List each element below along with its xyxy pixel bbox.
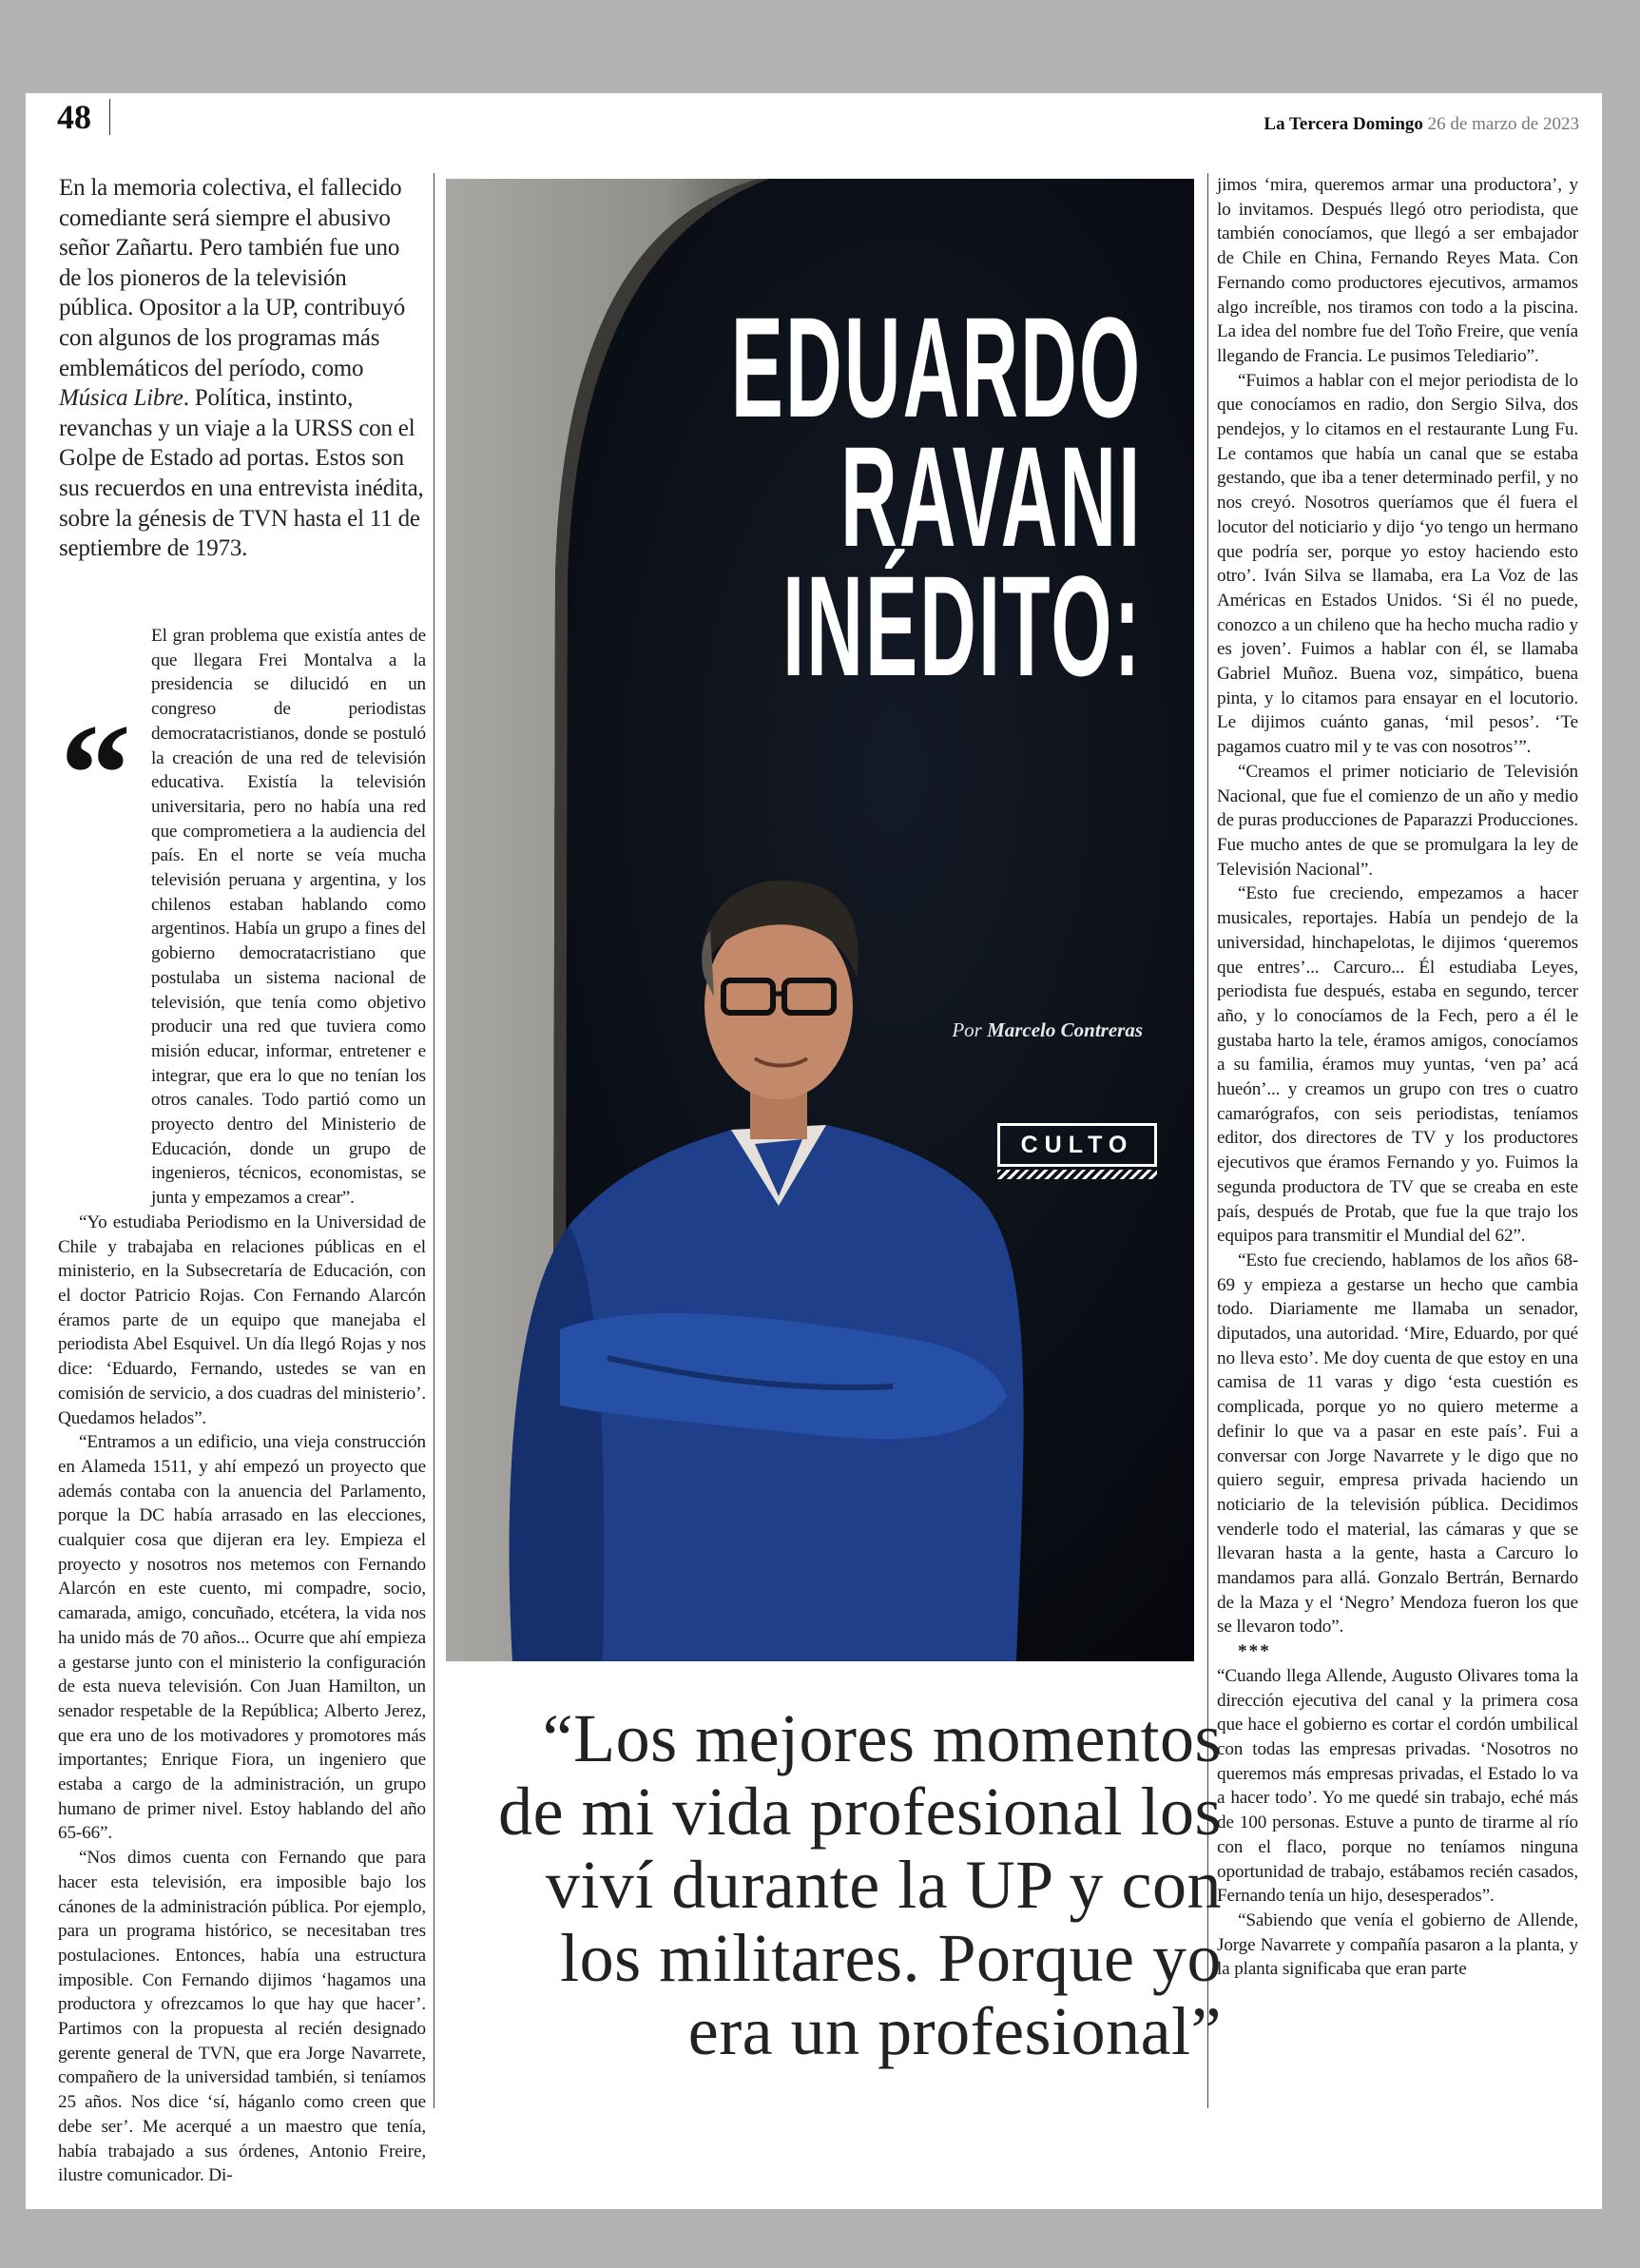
newspaper-page	[26, 93, 1602, 2209]
col3-paragraph-2: “Fuimos a hablar con el mejor periodista de lo que conocíamos en radio, don Sergio Silva, dos pendejos, y lo citamos en el restaurante Lung Fu. Le contamos que había un canal que se estaba gestando, que iba a tener determinado perfil, y no nos creyó. Nosotros queríamos que él fuera el locutor del noticiario y dijo ‘yo tengo un hermano que podría ser, porque yo estoy haciendo esto otro’. Iván Silva se llamaba, era La Voz de las Américas en Estados Unidos. ‘Si él no puede, conozco a un chileno que ha hecho mucha radio y es joven’. Fuimos a hablar con él, se llamaba Gabriel Muñoz. Buena voz, simpático, buena pinta, y lo citamos para ensayar en el locutorio. Le dijimos cuánto ganas, ‘mil pesos’. ‘Te pagamos cuatro mil y te vas con nosotros’”.	[1217, 370, 1578, 758]
col1-paragraph-3: “Entramos a un edificio, una vieja construcción en Alameda 1511, y ahí empezó un proyecto que además contaba con la anuencia del Parlamento, porque la DC había arrasado en las elecciones, cualquier cosa que dijeran era ley. Empieza el proyecto y nosotros nos metemos con Fernando Alarcón en este cuento, mi compadre, socio, camarada, amigo, concuñado, etcétera, la vida nos ha unido más de 70 años... Ocurre que ahí empieza a gestarse junto con el ministerio la configuración de esta nueva televisión. Con Juan Hamilton, un senador respetable de la República; Alberto Jerez, que era uno de los motivadores y promotores más importantes; Enrique Fiora, un ingeniero que estaba a cargo de la administración, un grupo humano de primer nivel. Estoy hablando del año 65-66”.	[58, 1432, 426, 1844]
col3-paragraph-6: “Cuando llega Allende, Augusto Olivares toma la dirección ejecutiva del canal y la primera cosa que hace el gobierno es cortar el cordón umbilical con todas las empresas privadas. ‘Nosotros no queremos más empresas privadas, el Estado lo va a hacer todo’. Yo me quedé sin trabajo, eché más de 100 personas. Estuve a punto de tirarme al río con el flaco, porque no teníamos ninguna oportunidad de trabajo, estábamos recién casados, Fernando tenía un hijo, desesperados”.	[1217, 1665, 1578, 1907]
headline-line-1: EDUARDO	[730, 287, 1142, 447]
lead-italic-title: Música Libre	[59, 385, 183, 412]
article-column-3	[1217, 173, 1578, 2113]
col1-paragraph-4: “Nos dimos cuenta con Fernando que para hacer esta televisión, era imposible bajo los cánones de la administración pública. Por ejemplo, para un programa histórico, se necesitaban tres postulaciones. Entonces, había una estructura imposible. Con Fernando dijimos ‘hagamos una productora y ofrezcamos lo que hay que hacer’. Partimos con la propuesta al recién designado gerente general de TVN, que era Jorge Navarrete, compañero de la universidad también, si teníamos 25 años. Nos dice ‘sí, háganlo como creen que debe ser’. Me acerqué a un maestro que tenía, había trabajado a sus órdenes, Antonio Freire, ilustre comunicador. Di-	[58, 1848, 426, 2186]
col1-paragraph-1: El gran problema que existía antes de que llegara Frei Montalva a la presidencia se dilucidó en un congreso de periodistas democratacristianos, donde se postuló la creación de una red de televisión educativa. Existía la televisión universitaria, pero no había una red que comprometiera a la audiencia del país. En el norte se veía mucha televisión peruana y argentina, y los chilenos estaban hablando como argentinos. Había un grupo a fines del gobierno democratacristiano que postulaba un sistema nacional de televisión, que tenía como objetivo producir una red que tuviera como misión educar, informar, entretener e integrar, que era lo que no tenían los otros canales. Todo partió como un proyecto dentro del Ministerio de Educación, donde un grupo de ingenieros, técnicos, economistas, se junta y empezamos a crear”.	[151, 626, 426, 1209]
portrait-photo	[446, 179, 1194, 1661]
col3-paragraph-7: “Sabiendo que venía el gobierno de Allende, Jorge Navarrete y compañía pasaron a la planta, y la planta significaba que eran parte	[1217, 1909, 1578, 1980]
page-number-divider	[109, 99, 110, 135]
section-label-culto: CULTO	[997, 1123, 1157, 1167]
page-number: 48	[57, 98, 91, 136]
col3-paragraph-1: jimos ‘mira, queremos armar una productora’, y lo invitamos. Después llegó otro periodista, que también conocíamos, que llegó a ser embajador de Chile en China, Fernando Reyes Mata. Con Fernando como productores ejecutivos, armamos algo increíble, nos tiramos con todo a la piscina. La idea del nombre fue del Toño Freire, que venía llegando de Francia. Le pusimos Telediario”.	[1217, 175, 1578, 366]
headline-line-2: RAVANI	[839, 417, 1142, 576]
headline-line-3: INÉDITO:	[781, 546, 1142, 706]
byline-author: Marcelo Contreras	[987, 1018, 1143, 1041]
byline	[952, 1018, 1143, 1042]
col1-paragraph-2: “Yo estudiaba Periodismo en la Universidad de Chile y trabajaba en relaciones públicas en el ministerio, en la Subsecretaría de Educación, con el doctor Patricio Rojas. Con Fernando Alarcón éramos parte de un equipo que manejaba el periodista Abel Esquivel. Un día llegó Rojas y nos dice: ‘Eduardo, Fernando, ustedes se van en comisión de servicio, a dos cuadras del ministerio’. Quedamos helados”.	[58, 1212, 426, 1428]
issue-date: 26 de marzo de 2023	[1427, 114, 1579, 134]
col3-paragraph-4: “Esto fue creciendo, empezamos a hacer musicales, reportajes. Había un pendejo de la universidad, hinchapelotas, le dijimos ‘queremos que entres’... Carcuro... Él estudiaba Leyes, periodista fue después, estaba en segundo, tercer año, y lo conocíamos de la Fech, pero a él le gustaba harto la tele, éramos amigos, conocíamos a su familia, éramos muy yuntas, ‘ven pa’ acá hueón’... y creamos un grupo con tres o cuatro camarógrafos, con seis periodistas, teníamos editor, dos directores de TV y los productores ejecutivos que éramos Fernando y yo. Fuimos la segunda productora de TV que se creaba en este país, después de Protab, que fue la que trajo los equipos para transmitir el Mundial del 62”.	[1217, 883, 1578, 1247]
lead-paragraph	[59, 173, 425, 564]
col3-paragraph-3: “Creamos el primer noticiario de Televisión Nacional, que fue el comienzo de un año y medio de puras producciones de Paparazzi Producciones. Fue mucho antes de que se promulgara la ley de Televisión Nacional”.	[1217, 761, 1578, 880]
lead-text-2: . Política, instinto, revanchas y un viaje a la URSS con el Golpe de Estado ad portas. Estos son sus recuerdos en una entrevista inédita, sobre la génesis de TVN hasta el 11 de septiembre de 1973.	[59, 385, 424, 562]
section-label-stripes	[997, 1170, 1157, 1179]
opening-quote-icon: “	[60, 695, 131, 853]
col3-paragraph-5: “Esto fue creciendo, hablamos de los años 68-69 y empieza a gestarse un hecho que cambia todo. Diariamente me llamaba un senador, diputados, una autoridad. ‘Mire, Eduardo, por qué no lleva esto’. Me doy cuenta de que estoy en una camisa de 11 varas y digo ‘esta cuestión es complicada, porque yo no quiero meterme a definir lo que va a pasar en este país’. Fui a conversar con Jorge Navarrete y le digo que no quiero seguir, empresa privada haciendo un noticiario de la televisión pública. Decidimos venderle todo el material, las cámaras y que se llevaran hasta a la gente, hasta a Carcuro lo mandamos para allá. Gonzalo Bertrán, Bernardo de la Maza y el ‘Negro’ Mendoza fueron los que se llevaron todo”.	[1217, 1250, 1578, 1638]
article-column-1	[58, 624, 426, 2186]
headline	[730, 287, 1142, 706]
folio	[1264, 114, 1579, 135]
lead-text-1: En la memoria colectiva, el fallecido comediante será siempre el abusivo señor Zañartu. Pero también fue uno de los pioneros de la televisión pública. Opositor a la UP, contribuyó con algunos de los programas más emblemáticos del período, como	[59, 175, 406, 381]
section-separator: ***	[1238, 1641, 1271, 1662]
pull-quote: “Los mejores momentos de mi vida profesional los viví durante la UP y con los militares. Porque yo era un profesional”	[498, 1700, 1222, 2069]
byline-prefix: Por	[952, 1018, 982, 1041]
publication-name: La Tercera Domingo	[1264, 114, 1423, 134]
